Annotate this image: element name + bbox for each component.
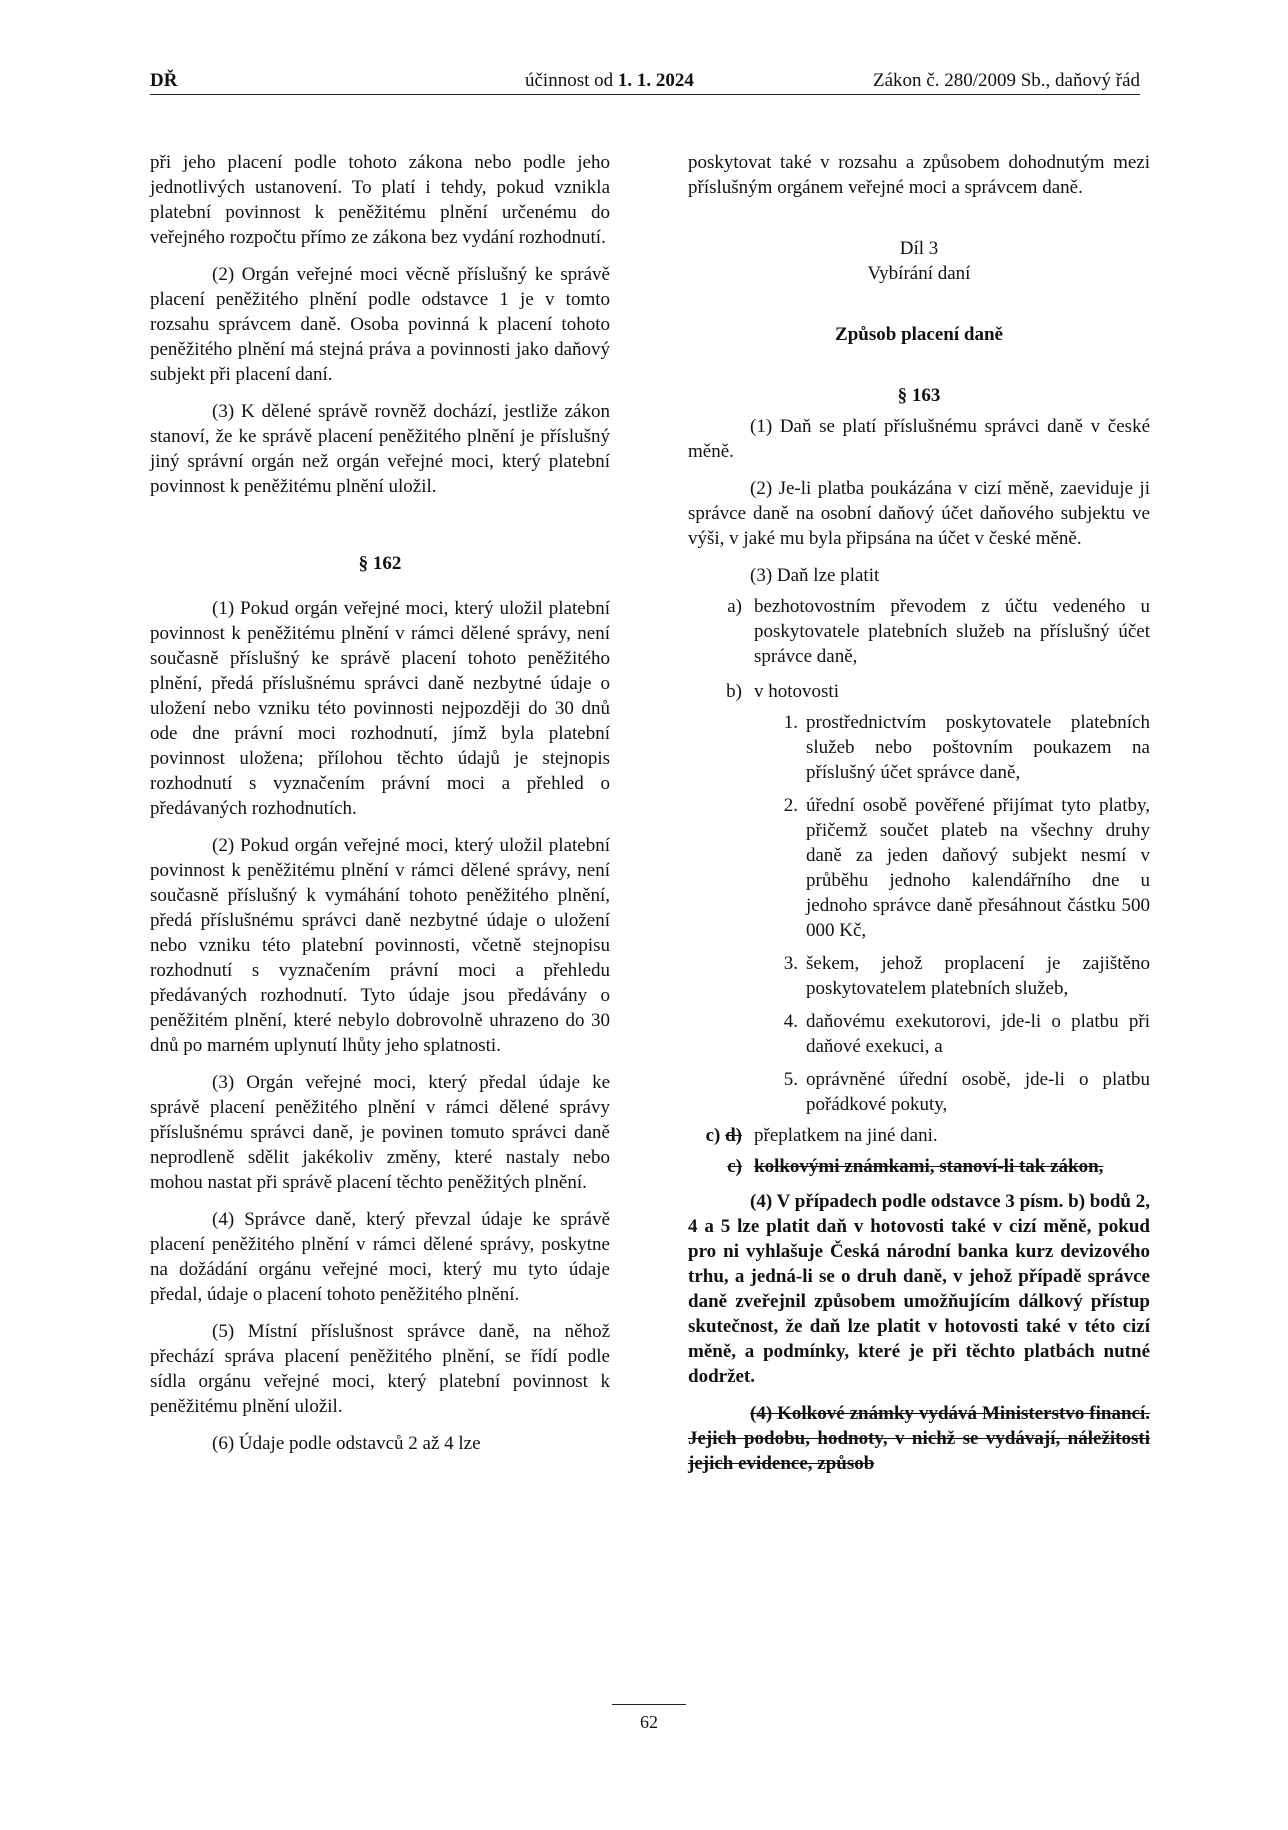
list-item-c xyxy=(696,1123,1150,1148)
sub-marker-3: 3. xyxy=(783,953,798,974)
sub-marker-2: 2. xyxy=(783,795,798,816)
header-effective-date xyxy=(525,70,694,92)
sub-text-1: prostřednictvím poskytovatele platebních služeb nebo poštovním poukazem na příslušný účet správce daně, xyxy=(806,712,1150,783)
continued-paragraph-right: poskytovat také v rozsahu a způsobem dohodnutým mezi příslušným orgánem veřejné moci a správcem daně. xyxy=(688,152,1150,198)
sub-marker-4: 4. xyxy=(783,1011,798,1032)
sub-marker-1: 1. xyxy=(783,712,798,733)
sub-item-3 xyxy=(776,951,1150,1001)
list-text-b: v hotovosti xyxy=(754,681,839,702)
s162-paragraph-3: (3) Orgán veřejné moci, který předal údaje ke správě placení peněžitého plnění v rámci dělené správy příslušnému správci daně, je povinen tomuto správci daně neprodleně sdělit jakékoliv změny, které nastaly nebo mohou nastat při správě placení těchto peněžitých plnění. xyxy=(150,1072,610,1193)
list-item-deleted xyxy=(720,1154,1150,1179)
chapter-heading: Způsob placení daně xyxy=(835,324,1003,345)
page-number: 62 xyxy=(640,1712,658,1732)
s162-paragraph-5: (5) Místní příslušnost správce daně, na něhož přechází správa placení peněžitého plnění, se řídí podle sídla orgánu veřejné moci, který platební povinnost k peněžitému plnění uložil. xyxy=(150,1321,610,1417)
paragraph-2: (2) Orgán veřejné moci věcně příslušný ke správě placení peněžitého plnění podle odstavce 1 je v tomto rozsahu správcem daně. Osoba povinná k placení tohoto peněžitého plnění má stejná práva a povinnosti jako daňový subjekt při placení daní. xyxy=(150,264,610,385)
s162-paragraph-1: (1) Pokud orgán veřejné moci, který uložil platební povinnost k peněžitému plnění v rámci dělené správy, není současně příslušný ke správě placení tohoto peněžitého plnění, předá příslušnému správci daně nezbytné údaje o uložení nebo vzniku této povinnosti nejpozději do 30 dnů ode dne právní moci rozhodnutí, jímž byla platební povinnost uložena; přílohou těchto údajů je stejnopis rozhodnutí s vyznačením právní moci a přehled o předávaných rozhodnutích. xyxy=(150,598,610,819)
s163-paragraph-2: (2) Je-li platba poukázána v cizí měně, zaeviduje ji správce daně na osobní daňový účet daňového subjektu ve výši, v jaké mu byla připsána na účet v české měně. xyxy=(688,478,1150,549)
list-marker-b: b) xyxy=(726,681,742,702)
s162-paragraph-6: (6) Údaje podle odstavců 2 až 4 lze xyxy=(212,1433,481,1454)
s163-paragraph-3-intro: (3) Daň lze platit xyxy=(750,565,880,586)
list-item-b xyxy=(720,679,1150,704)
sub-text-2: úřední osobě pověřené přijímat tyto platby, přičemž součet plateb na všechny druhy daně za jeden daňový subjekt nesmí v průběhu jednoho kalendářního dne u jednoho správce daně přesáhnout částku 500 000 Kč, xyxy=(806,795,1150,941)
header-law-title: Zákon č. 280/2009 Sb., daňový řád xyxy=(872,70,1140,91)
s162-paragraph-2: (2) Pokud orgán veřejné moci, který uložil platební povinnost k peněžitému plnění v rámci dělené správy, není současně příslušný k vymáhání tohoto peněžitého plnění, předá příslušnému správci daně nezbytné údaje o uložení nebo vzniku této platební povinnosti, včetně stejnopisu rozhodnutí s vyznačením právní moci a přehledu předávaných rozhodnutí. Tyto údaje jsou předávány o peněžitém plnění, které nebylo dobrovolně uhrazeno do 30 dnů po marném uplynutí lhůty jeho splatnosti. xyxy=(150,835,610,1056)
sub-item-4 xyxy=(776,1009,1150,1059)
part-number: Díl 3 xyxy=(899,238,939,259)
s163-paragraph-4-deleted: (4) Kolkové známky vydává Ministerstvo financí. Jejich podobu, hodnoty, v nichž se vydávají, náležitosti jejich evidence, způsob xyxy=(688,1403,1150,1474)
sub-item-5 xyxy=(776,1067,1150,1117)
sub-marker-5: 5. xyxy=(783,1069,798,1090)
list-marker-c xyxy=(696,1123,742,1148)
list-text-c: přeplatkem na jiné dani. xyxy=(754,1125,938,1146)
left-column xyxy=(150,150,610,1468)
right-column xyxy=(688,150,1150,1488)
list-marker-c-old: d) xyxy=(725,1125,742,1146)
header-effective-value: 1. 1. 2024 xyxy=(617,70,694,91)
list-item-a xyxy=(720,594,1150,669)
list-marker-deleted: c) xyxy=(727,1156,742,1177)
s163-paragraph-4-new: (4) V případech podle odstavce 3 písm. b) bodů 2, 4 a 5 lze platit daň v hotovosti také v cizí měně, pokud pro ni vyhlašuje Česká národní banka kurz devizového trhu, a jedná-li se o druh daně, v jehož případě správce daně zveřejnil způsobem umožňujícím dálkový přístup skutečnost, že daň lze platit v hotovosti také v této cizí měně, a podmínky, které je při těchto platbách nutné dodržet. xyxy=(688,1191,1150,1387)
page-header xyxy=(150,70,1140,95)
list-text-a: bezhotovostním převodem z účtu vedeného u poskytovatele platebních služeb na příslušný účet správce daně, xyxy=(754,596,1150,667)
s162-paragraph-4: (4) Správce daně, který převzal údaje ke správě placení peněžitého plnění v rámci dělené správy, poskytne na dožádání orgánu veřejné moci, který mu tyto údaje předal, údaje o placení tohoto peněžitého plnění. xyxy=(150,1209,610,1305)
footer-rule xyxy=(612,1704,686,1705)
header-effective-prefix: účinnost od xyxy=(525,70,618,91)
sub-item-1 xyxy=(776,710,1150,785)
sub-text-5: oprávněné úřední osobě, jde-li o platbu pořádkové pokuty, xyxy=(806,1069,1150,1115)
part-title: Vybírání daní xyxy=(867,263,971,284)
paragraph-3: (3) K dělené správě rovněž dochází, jestliže zákon stanoví, že ke správě placení peněžitého plnění je příslušný jiný správní orgán než orgán veřejné moci, který platební povinnost k peněžitému plnění uložil. xyxy=(150,401,610,497)
sub-item-2 xyxy=(776,793,1150,943)
sub-text-3: šekem, jehož proplacení je zajištěno poskytovatelem platebních služeb, xyxy=(806,953,1150,999)
section-163-heading: § 163 xyxy=(897,385,941,406)
list-text-deleted: kolkovými známkami, stanoví-li tak zákon, xyxy=(754,1156,1104,1177)
s163-paragraph-1: (1) Daň se platí příslušnému správci daně v české měně. xyxy=(688,416,1150,462)
header-abbrev: DŘ xyxy=(150,70,178,91)
section-162-heading: § 162 xyxy=(358,553,402,574)
continued-paragraph: při jeho placení podle tohoto zákona nebo podle jeho jednotlivých ustanovení. To platí i tehdy, pokud vznikla platební povinnost k peněžitému plnění určenému do veřejného rozpočtu přímo ze zákona bez vydání rozhodnutí. xyxy=(150,152,610,248)
list-marker-c-new: c) xyxy=(705,1125,721,1146)
sub-text-4: daňovému exekutorovi, jde-li o platbu při daňové exekuci, a xyxy=(806,1011,1150,1057)
list-marker-a: a) xyxy=(727,596,742,617)
